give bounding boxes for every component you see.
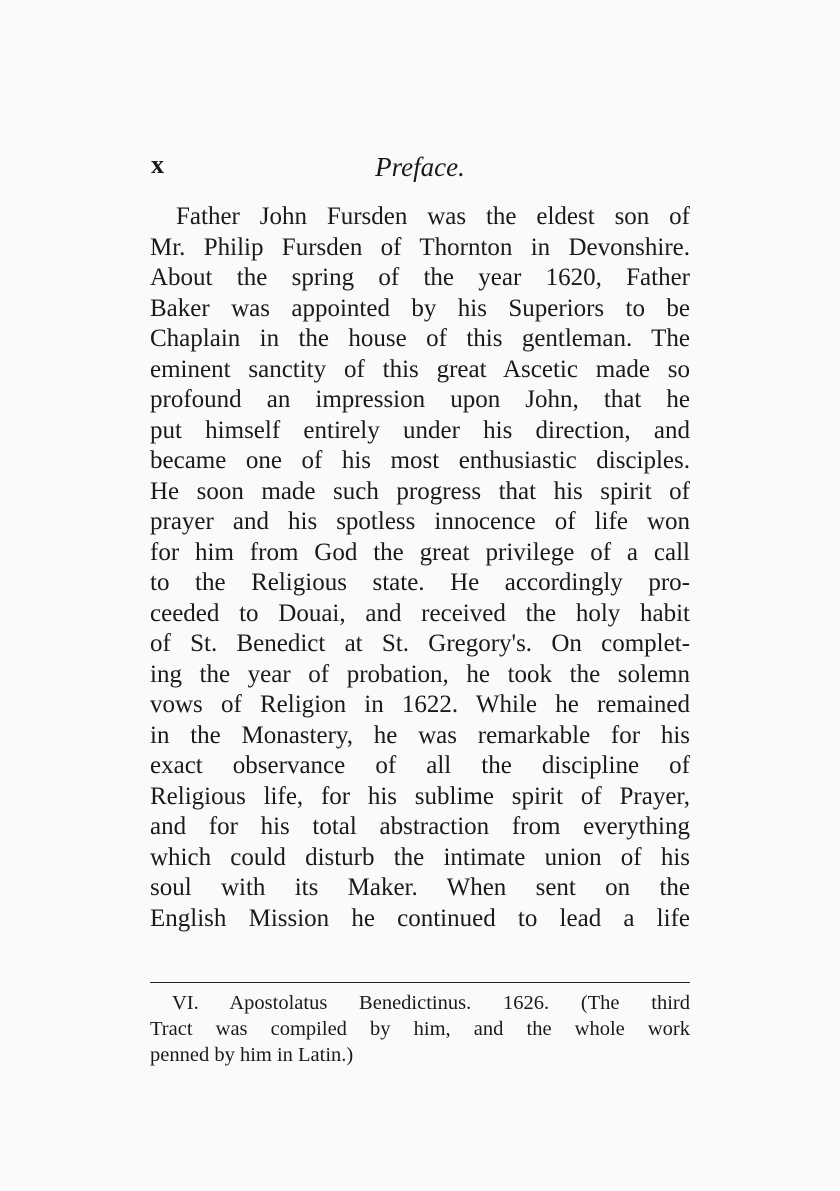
body-line: soul with its Maker. When sent on the: [150, 874, 690, 901]
body-text: [150, 202, 690, 934]
body-line: ing the year of probation, he took the solemn: [150, 660, 690, 688]
body-line: became one of his most enthusiastic disciples.: [150, 447, 690, 474]
page-number: x: [151, 150, 164, 179]
body-line: to the Religious state. He accordingly pro-: [150, 569, 690, 596]
body-line: exact observance of all the discipline of: [150, 752, 690, 779]
body-line: Chaplain in the house of this gentleman. The: [150, 325, 690, 352]
body-line: for him from God the great privilege of a call: [150, 538, 690, 566]
body-line: prayer and his spotless innocence of life won: [150, 508, 690, 535]
footnote-rule: [150, 982, 690, 983]
body-line: put himself entirely under his direction, and: [150, 416, 690, 444]
body-line: eminent sanctity of this great Ascetic made so: [150, 355, 690, 383]
body-line: Baker was appointed by his Superiors to be: [150, 294, 690, 322]
body-line: Mr. Philip Fursden of Thornton in Devonshire.: [150, 233, 690, 261]
body-line: English Mission he continued to lead a life: [150, 904, 690, 932]
footnote: [150, 990, 690, 1068]
body-line: which could disturb the intimate union of his: [150, 843, 690, 871]
body-line: profound an impression upon John, that he: [150, 386, 690, 413]
body-line: He soon made such progress that his spirit of: [150, 477, 690, 505]
body-line: About the spring of the year 1620, Father: [150, 264, 690, 291]
body-line: of St. Benedict at St. Gregory's. On complet-: [150, 630, 690, 657]
body-line: Father John Fursden was the eldest son of: [176, 203, 690, 230]
body-line: in the Monastery, he was remarkable for his: [150, 721, 690, 749]
footnote-line: Tract was compiled by him, and the whole work: [150, 1018, 690, 1040]
body-line: vows of Religion in 1622. While he remained: [150, 691, 690, 718]
footnote-line: penned by him in Latin.): [150, 1044, 354, 1066]
body-line: Religious life, for his sublime spirit of Prayer,: [150, 782, 690, 810]
footnote-line: VI. Apostolatus Benedictinus. 1626. (The third: [172, 992, 690, 1014]
body-line: ceeded to Douai, and received the holy habit: [150, 599, 690, 627]
body-line: and for his total abstraction from everything: [150, 813, 690, 840]
running-title: Preface.: [375, 152, 465, 182]
